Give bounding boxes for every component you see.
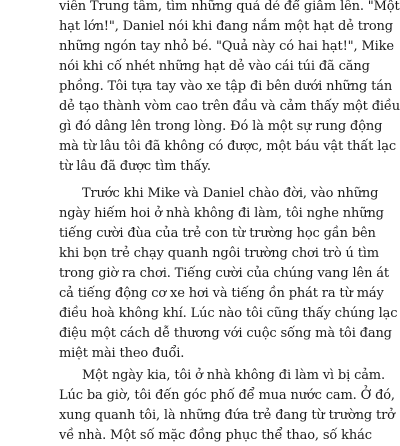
text-line: dẻ tạo thành vòm cao trên đầu và cảm thấy một điều bbox=[59, 99, 400, 114]
text-line: Lúc ba giờ, tôi đến góc phố để mua nước cam. Ở đó, bbox=[59, 388, 395, 403]
text-line: gì đó dâng lên trong lòng. Đó là một sự rung động bbox=[59, 119, 383, 134]
paragraph-first-line: Một ngày kia, tôi ở nhà không đi làm vì bị cảm. bbox=[82, 368, 385, 383]
text-line: tiếng cười đùa của trẻ con từ trường học gần bên bbox=[59, 226, 376, 241]
text-line: từ lâu đã được tìm thấy. bbox=[59, 159, 211, 174]
text-line: mà từ lâu tôi đã không có được, một báu vật thất lạc bbox=[59, 139, 396, 154]
text-line: cả tiếng động cơ xe hơi và tiếng ồn phát ra từ máy bbox=[59, 286, 384, 301]
text-line: xung quanh tôi, là những đứa trẻ đang từ trường trở bbox=[59, 408, 395, 423]
text-line: điệu một cách dễ thương với cuộc sống mà tôi đang bbox=[59, 326, 392, 341]
text-line: ngày hiếm hoi ở nhà không đi làm, tôi nghe những bbox=[59, 206, 384, 221]
text-line: viên Trung tâm, tìm những quả dẻ để giẫm lên. "Một bbox=[59, 0, 400, 14]
text-line: về nhà. Một số mặc đồng phục thể thao, số khác bbox=[59, 428, 372, 443]
text-line: phồng. Tôi tựa tay vào xe tập đi bên dưới những tán bbox=[59, 79, 393, 94]
text-line: nói khi cố nhét những hạt dẻ vào cái túi đã căng bbox=[59, 59, 370, 74]
text-line: những ngón tay nhỏ bé. "Quả này có hai hạt!", Mike bbox=[59, 39, 394, 54]
text-line: khi bọn trẻ chạy quanh ngôi trường chơi trò ú tìm bbox=[59, 246, 379, 261]
text-line: điều hoà không khí. Lúc nào tôi cũng thấy chúng lạc bbox=[59, 306, 398, 321]
text-line: miệt mài theo đuổi. bbox=[59, 346, 185, 361]
paragraph-first-line: Trước khi Mike và Daniel chào đời, vào những bbox=[82, 186, 379, 201]
text-line: trong giờ ra chơi. Tiếng cười của chúng vang lên át bbox=[59, 266, 389, 281]
text-line: hạt lớn!", Daniel nói khi đang nắm một hạt dẻ trong bbox=[59, 19, 393, 34]
